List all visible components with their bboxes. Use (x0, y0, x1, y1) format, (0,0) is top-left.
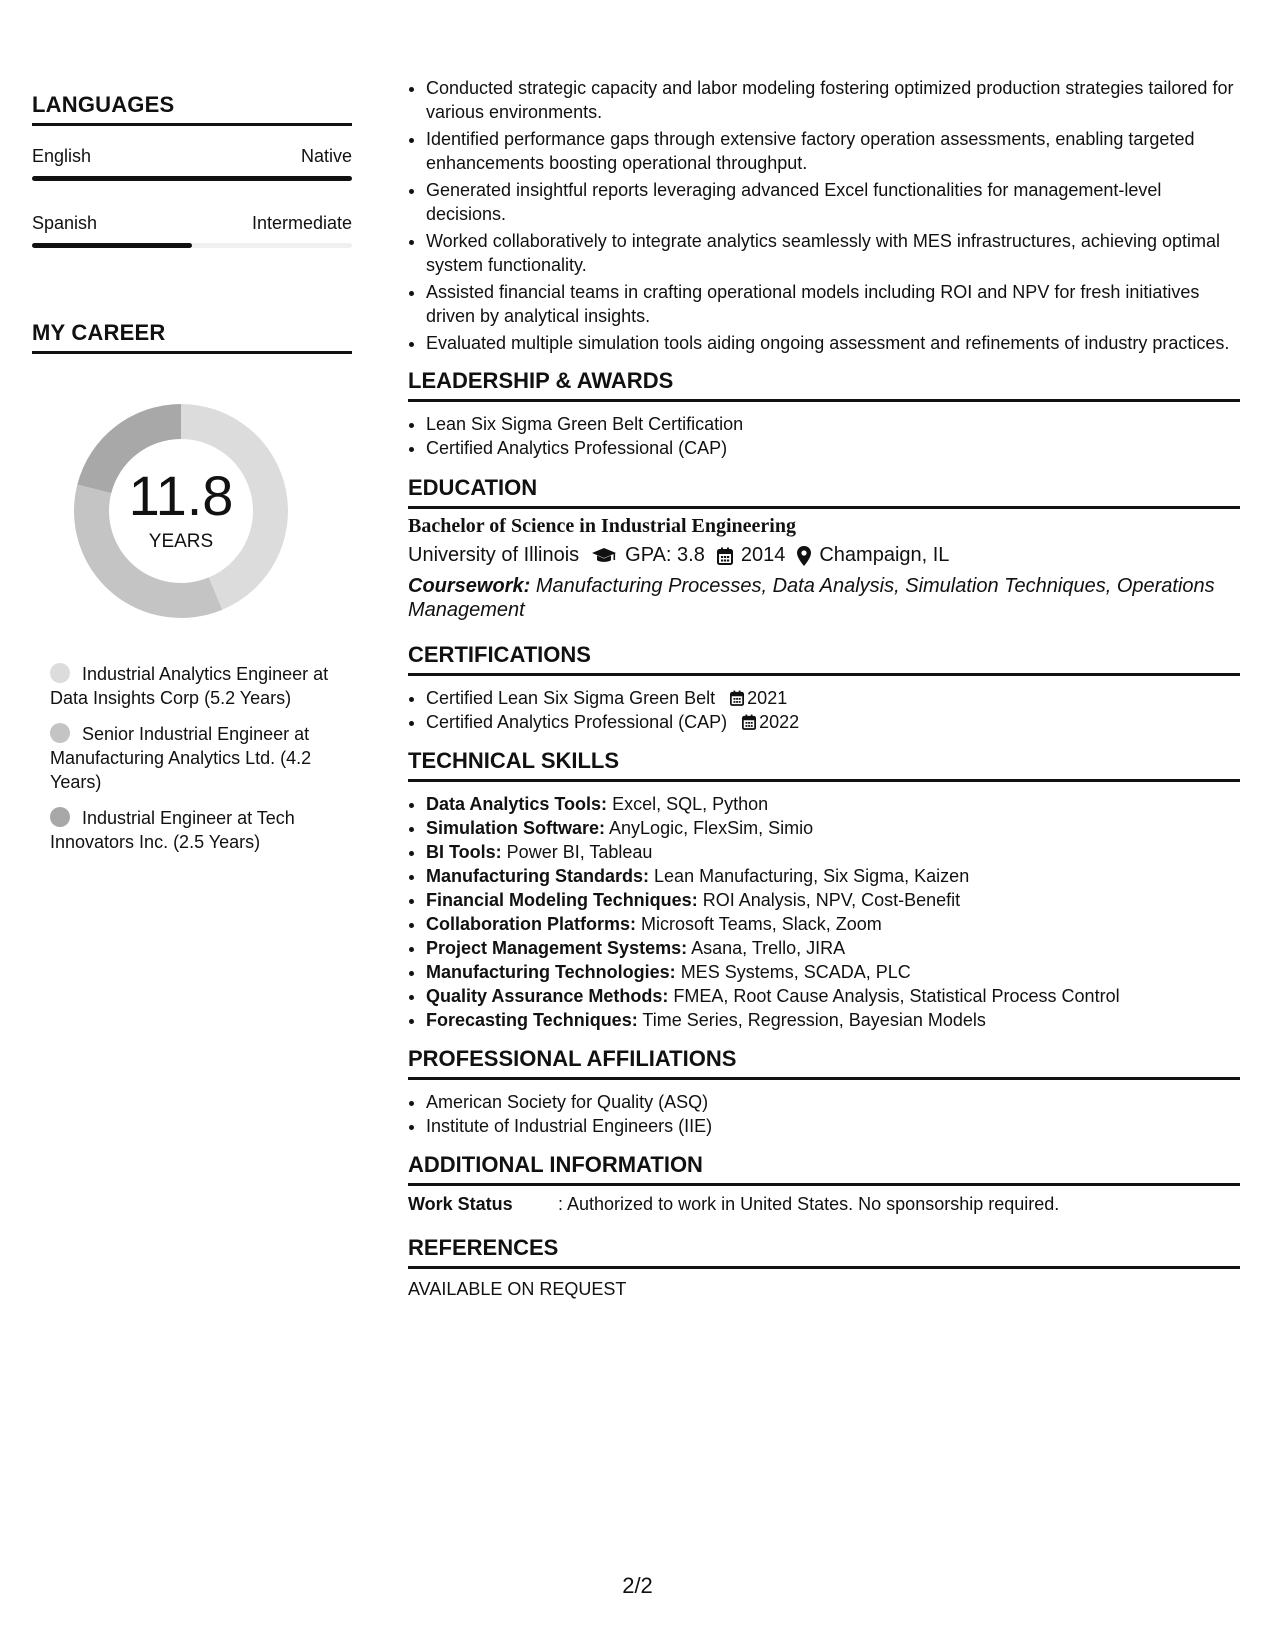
experience-bullet: • Evaluated multiple simulation tools aiding ongoing assessment and refinements of industry practices. (426, 331, 1240, 355)
language-proficiency-bar (32, 243, 352, 248)
legend-dot-icon (50, 807, 70, 827)
work-status-label: Work Status (408, 1194, 513, 1214)
school-name: University of Illinois (408, 544, 580, 566)
leadership-item: • Lean Six Sigma Green Belt Certification (426, 412, 1240, 436)
certification-name: Certified Lean Six Sigma Green Belt (426, 688, 716, 708)
leadership-section (408, 368, 1240, 460)
career-title: MY CAREER (32, 320, 352, 354)
career-donut (66, 396, 296, 626)
skills-title: TECHNICAL SKILLS (408, 748, 1240, 782)
skill-item (426, 888, 1240, 912)
language-item (32, 146, 352, 181)
career-years-label: YEARS (148, 531, 214, 552)
experience-bullets (408, 76, 1240, 355)
skill-value: Power BI, Tableau (506, 842, 653, 862)
language-item (32, 213, 352, 248)
certification-year: 2021 (747, 688, 788, 708)
skill-item (426, 912, 1240, 936)
work-status-row (408, 1194, 1240, 1215)
career-role-label: Industrial Analytics Engineer at Data Insights Corp (5.2 Years) (50, 664, 329, 708)
career-legend-item (50, 662, 340, 710)
skill-value: MES Systems, SCADA, PLC (680, 962, 911, 982)
skill-label: Quality Assurance Methods: (426, 986, 669, 1006)
coursework-list: Manufacturing Processes, Data Analysis, Simulation Techniques, Operations Management (408, 575, 1215, 621)
career-total-years: 11.8 (128, 464, 234, 527)
language-level: Native (300, 146, 352, 166)
skill-label: BI Tools: (426, 842, 502, 862)
certifications-title: CERTIFICATIONS (408, 642, 1240, 676)
education-section (408, 475, 1240, 622)
graduation-cap-icon (591, 547, 617, 565)
skill-item (426, 792, 1240, 816)
language-proficiency-bar (32, 176, 352, 181)
graduation-year: 2014 (740, 544, 786, 566)
skill-label: Data Analytics Tools: (426, 794, 608, 814)
language-name: Spanish (32, 213, 98, 233)
main-content (408, 0, 1240, 1300)
certification-year: 2022 (759, 712, 800, 732)
skill-item (426, 1008, 1240, 1032)
degree-title: Bachelor of Science in Industrial Engineering (408, 515, 796, 537)
certification-name: Certified Analytics Professional (CAP) (426, 712, 728, 732)
skill-label: Collaboration Platforms: (426, 914, 637, 934)
affiliations-section (408, 1046, 1240, 1138)
skill-value: Asana, Trello, JIRA (691, 938, 846, 958)
certification-item (426, 686, 1240, 710)
leadership-item: • Certified Analytics Professional (CAP) (426, 436, 1240, 460)
affiliation-item: • American Society for Quality (ASQ) (426, 1090, 1240, 1114)
certification-item (426, 710, 1240, 734)
leadership-title: LEADERSHIP & AWARDS (408, 368, 1240, 402)
skill-value: Excel, SQL, Python (612, 794, 769, 814)
skill-value: Lean Manufacturing, Six Sigma, Kaizen (654, 866, 970, 886)
skill-label: Forecasting Techniques: (426, 1010, 638, 1030)
skill-item (426, 840, 1240, 864)
languages-title: LANGUAGES (32, 92, 352, 126)
references-section (408, 1235, 1240, 1300)
career-section (32, 320, 352, 854)
page-number: 2/2 (622, 1573, 653, 1598)
skill-label: Project Management Systems: (426, 938, 688, 958)
references-title: REFERENCES (408, 1235, 1240, 1269)
affiliation-item: • Institute of Industrial Engineers (IIE) (426, 1114, 1240, 1138)
career-role-label: Senior Industrial Engineer at Manufacturing Analytics Ltd. (4.2 Years) (50, 724, 312, 792)
skill-value: Time Series, Regression, Bayesian Models (642, 1010, 986, 1030)
skill-item (426, 864, 1240, 888)
skill-label: Simulation Software: (426, 818, 606, 838)
skill-value: AnyLogic, FlexSim, Simio (609, 818, 814, 838)
sidebar (32, 0, 352, 866)
coursework-label: Coursework: (408, 575, 531, 597)
experience-bullet: • Conducted strategic capacity and labor modeling fostering optimized production strategies tailored for various environments. (426, 76, 1240, 124)
skill-label: Manufacturing Standards: (426, 866, 650, 886)
coursework (408, 574, 1240, 622)
skill-item (426, 936, 1240, 960)
language-name: English (32, 146, 92, 166)
gpa: GPA: 3.8 (625, 544, 705, 566)
calendar-icon (730, 690, 744, 706)
experience-bullet: • Identified performance gaps through extensive factory operation assessments, enabling targeted enhancements boosting operational throughput. (426, 127, 1240, 175)
skill-label: Financial Modeling Techniques: (426, 890, 698, 910)
skill-value: Microsoft Teams, Slack, Zoom (641, 914, 882, 934)
certifications-section (408, 642, 1240, 734)
language-level: Intermediate (251, 213, 352, 233)
skill-value: ROI Analysis, NPV, Cost-Benefit (702, 890, 961, 910)
languages-section (32, 92, 352, 248)
career-legend-item (50, 722, 340, 794)
skill-item (426, 984, 1240, 1008)
experience-bullet: • Assisted financial teams in crafting operational models including ROI and NPV for fresh initiatives driven by analytical insights. (426, 280, 1240, 328)
legend-dot-icon (50, 723, 70, 743)
education-title: EDUCATION (408, 475, 1240, 509)
career-role-label: Industrial Engineer at Tech Innovators Inc. (2.5 Years) (50, 808, 295, 852)
legend-dot-icon (50, 663, 70, 683)
calendar-icon (742, 714, 756, 730)
experience-bullet: • Generated insightful reports leveraging advanced Excel functionalities for management-level decisions. (426, 178, 1240, 226)
career-legend (32, 662, 352, 854)
references-text: AVAILABLE ON REQUEST (408, 1279, 627, 1299)
additional-title: ADDITIONAL INFORMATION (408, 1152, 1240, 1186)
language-proficiency-fill (32, 176, 352, 181)
skill-item (426, 816, 1240, 840)
skill-item (426, 960, 1240, 984)
school-location: Champaign, IL (819, 544, 950, 566)
skills-section (408, 748, 1240, 1032)
language-proficiency-fill (32, 243, 192, 248)
work-status-value: : Authorized to work in United States. No sponsorship required. (558, 1194, 1060, 1214)
skill-value: FMEA, Root Cause Analysis, Statistical Process Control (673, 986, 1120, 1006)
skill-label: Manufacturing Technologies: (426, 962, 676, 982)
career-legend-item (50, 806, 340, 854)
location-pin-icon (797, 546, 811, 566)
education-details (408, 544, 1240, 567)
additional-section (408, 1152, 1240, 1215)
calendar-icon (717, 547, 733, 565)
experience-bullet: • Worked collaboratively to integrate analytics seamlessly with MES infrastructures, achieving optimal system functionality. (426, 229, 1240, 277)
affiliations-title: PROFESSIONAL AFFILIATIONS (408, 1046, 1240, 1080)
